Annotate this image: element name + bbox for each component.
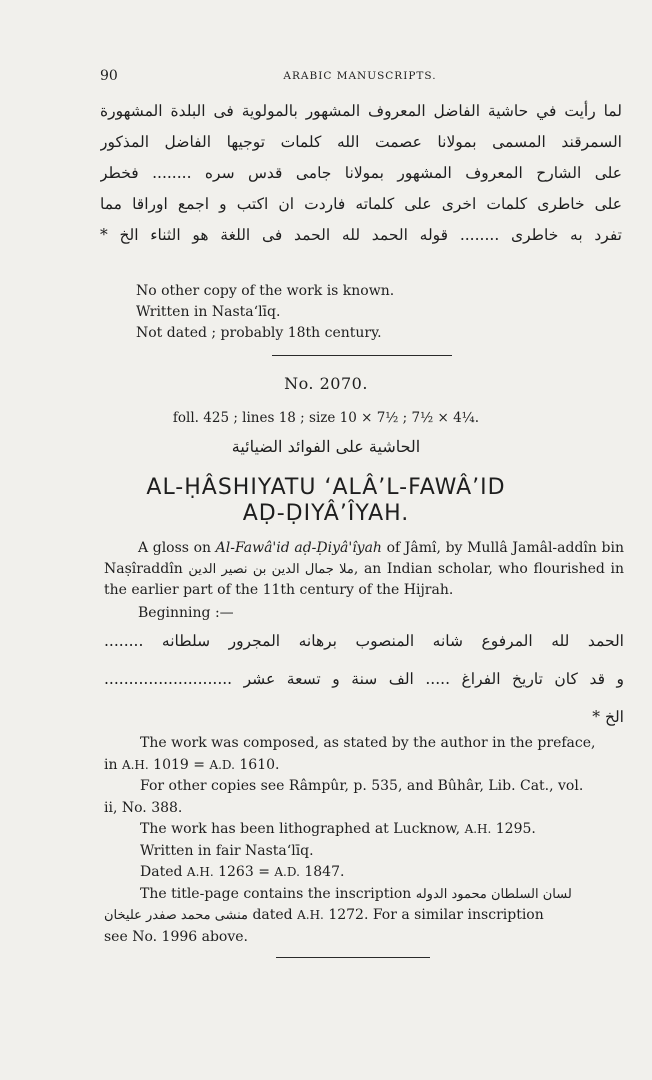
entry-title-line: AL-ḤÂSHIYATU ‘ALÂ’L-FAWÂ’ID <box>146 475 506 500</box>
beginning-arabic-extract <box>104 622 624 736</box>
arabic-line: تفرد به خاطرى ........ قوله الحمد لله الحمد فى اللغة هو الثناء الخ * <box>100 226 622 244</box>
work-title: Al-Fawâ'id aḍ-Ḍiyâ'îyah <box>215 540 382 556</box>
arabic-title: الحاشية على الفوائد الضيائية <box>231 437 421 456</box>
arabic-line: لما رأيت في حاشية الفاضل المعروف المشهور بالمولوية فى البلدة المشهورة <box>100 102 622 120</box>
note-line: in A.H. 1019 = A.D. 1610. <box>104 756 280 773</box>
inscription-arabic: لسان السلطان محمود الدوله <box>415 886 572 902</box>
note-line: The title-page contains the inscription لسان السلطان محمود الدوله <box>140 885 572 902</box>
note-line: Not dated ; probably 18th century. <box>136 325 382 341</box>
note-line: منشى محمد صفدر عليخان dated A.H. 1272. For a similar inscription <box>104 907 544 923</box>
note-line: Written in Nasta‘līq. <box>136 304 281 320</box>
entry-title-line: AḌ-ḌIYÂ’ÎYAH. <box>242 501 410 526</box>
note-line: The work was composed, as stated by the author in the preface, <box>140 735 596 751</box>
entry-notes <box>104 733 624 948</box>
section-divider <box>276 957 430 958</box>
page-header <box>100 68 620 90</box>
previous-entry-notes <box>136 281 394 344</box>
description-paragraph: A gloss on Al-Fawâ'id aḍ-Ḍiyâ'îyah of Jâmî, by Mullâ Jamâl-addîn bin Naṣîraddîn ملا جمال الدين بن نصير الدين, an Indian scholar, who flourished in the earlier part of the 11th century of the Hijrah. <box>104 540 625 598</box>
arabic-line: الخ * <box>592 708 624 726</box>
running-title: ARABIC MANUSCRIPTS. <box>283 70 437 82</box>
note-line: Dated A.H. 1263 = A.D. 1847. <box>140 864 345 880</box>
previous-entry-arabic-extract <box>100 96 622 251</box>
arabic-line: و قد كان تاريخ الفراغ ..... الف سنة و تسعة عشر .......................... <box>104 670 624 688</box>
note-line: see No. 1996 above. <box>104 928 248 945</box>
inscription-arabic: منشى محمد صفدر عليخان <box>104 908 249 923</box>
note-line: The work has been lithographed at Lucknow, A.H. 1295. <box>140 821 536 837</box>
note-line: For other copies see Râmpûr, p. 535, and Bûhâr, Lib. Cat., vol. <box>140 778 584 794</box>
entry-number: No. 2070. <box>284 374 368 393</box>
description <box>104 538 624 624</box>
page-number: 90 <box>100 68 118 84</box>
entry-title <box>0 475 652 527</box>
author-arabic-name: ملا جمال الدين بن نصير الدين <box>188 562 354 577</box>
arabic-line: على الشارح المعروف المشهور بمولانا جامى قدس سره ........ فخطر <box>100 164 622 182</box>
arabic-line: الحمد لله المرفوع شانه المنصوب برهانه المجرور سلطانه ........ <box>104 632 624 650</box>
arabic-line: على خاطرى كلمات اخرى على كلماته فاردت ان اكتب و اجمع اوراقا مما <box>100 195 622 213</box>
note-line: No other copy of the work is known. <box>136 283 395 299</box>
section-divider <box>272 355 452 356</box>
collation: foll. 425 ; lines 18 ; size 10 × 7½ ; 7½ × 4¼. <box>172 410 480 426</box>
beginning-label: Beginning :— <box>138 605 234 621</box>
note-line: ii, No. 388. <box>104 799 183 816</box>
arabic-line: السمرقند المسمى بمولانا عصمت الله كلمات توجيها الفاضل المذكور <box>100 133 622 151</box>
note-line: Written in fair Nasta‘līq. <box>140 842 314 859</box>
